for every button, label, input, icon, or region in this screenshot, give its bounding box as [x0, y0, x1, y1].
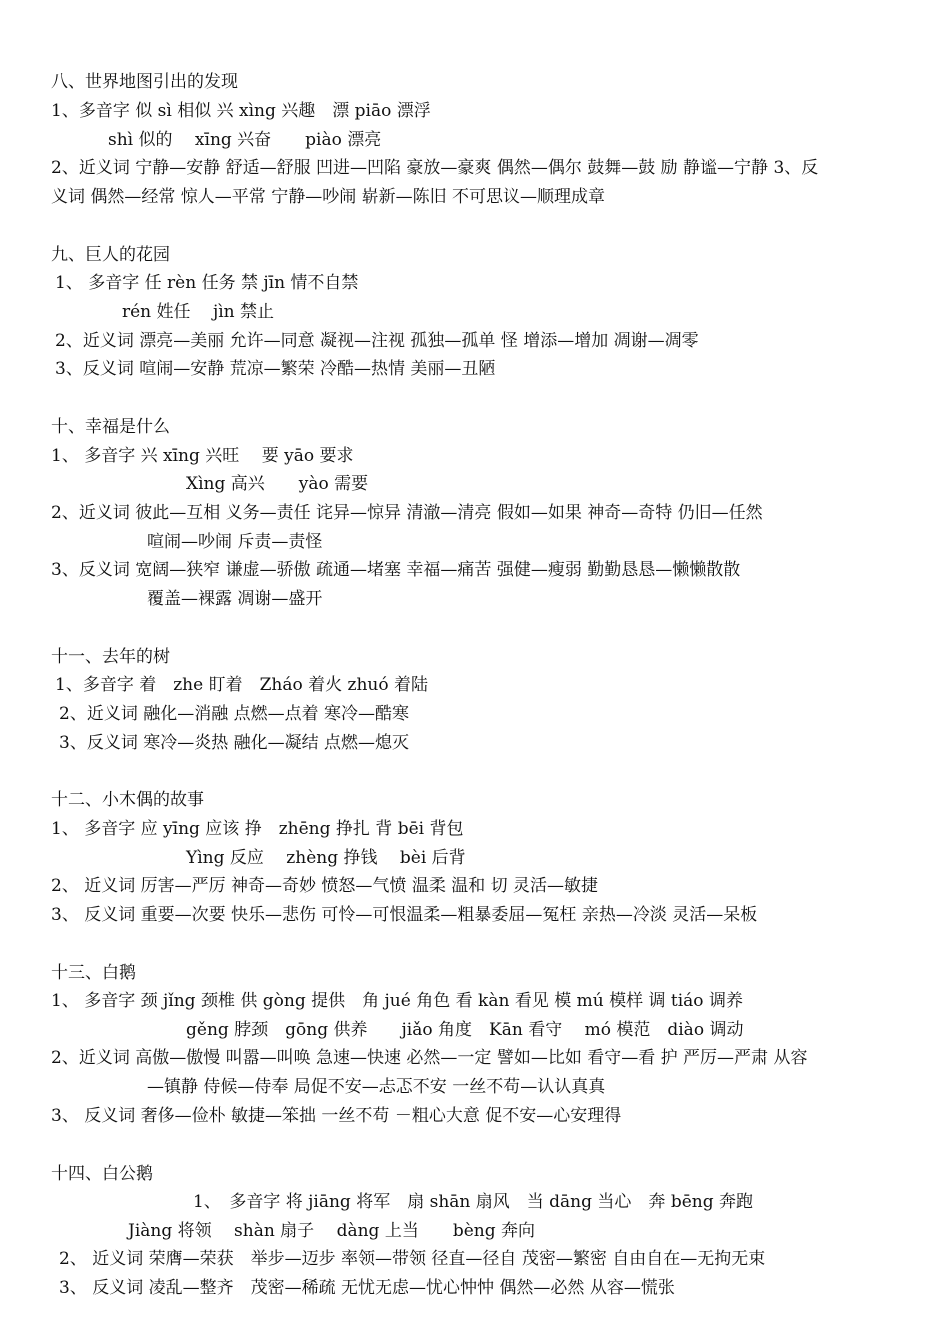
- section-title-13: 十三、白鹅: [51, 963, 136, 983]
- synonym-line: 2、近义词 高傲—傲慢 叫嚣—叫唤 急速—快速 必然—一定 譬如—比如 看守—看 护 严厉—严肃 从容: [51, 1048, 808, 1068]
- polyphone-line: shì 似的 xīng 兴奋 piào 漂亮: [108, 130, 382, 150]
- antonym-line: 3、 反义词 奢侈—俭朴 敏捷—笨拙 一丝不苟 －粗心大意 促不安—心安理得: [51, 1106, 622, 1126]
- section-title-8: 八、世界地图引出的发现: [51, 72, 238, 92]
- antonym-line: 3、反义词 喧闹—安静 荒凉—繁荣 冷酷—热情 美丽—丑陋: [55, 359, 496, 379]
- synonym-line: 2、近义词 宁静—安静 舒适—舒服 凹进—凹陷 豪放—豪爽 偶然—偶尔 鼓舞—鼓 励 静谧—宁静 3、反: [51, 158, 819, 178]
- polyphone-line: gěng 脖颈 gōng 供养 jiǎo 角度 Kān 看守 mó 模范 diào 调动: [186, 1020, 744, 1040]
- antonym-line: 3、 反义词 凌乱—整齐 茂密—稀疏 无忧无虑—忧心忡忡 偶然—必然 从容—慌张: [59, 1278, 675, 1298]
- antonym-line: 3、 反义词 重要—次要 快乐—悲伤 可怜—可恨温柔—粗暴委屈—冤枉 亲热—冷淡 灵活—呆板: [51, 905, 758, 925]
- section-title-12: 十二、小木偶的故事: [51, 790, 204, 810]
- synonym-line: —镇静 侍候—侍奉 局促不安—忐忑不安 一丝不苟—认认真真: [147, 1077, 606, 1097]
- antonym-line: 覆盖—裸露 凋谢—盛开: [147, 589, 323, 609]
- section-title-10: 十、幸福是什么: [51, 417, 170, 437]
- section-title-11: 十一、去年的树: [51, 647, 170, 667]
- polyphone-line: 1、多音字 着 zhe 盯着 Zháo 着火 zhuó 着陆: [55, 675, 429, 695]
- antonym-line: 3、反义词 宽阔—狭窄 谦虚—骄傲 疏通—堵塞 幸福—痛苦 强健—瘦弱 勤勤恳恳—懒懒散散: [51, 560, 741, 580]
- polyphone-line: 1、 多音字 将 jiāng 将军 扇 shān 扇风 当 dāng 当心 奔 bēng 奔跑: [193, 1192, 754, 1212]
- synonym-line: 2、近义词 彼此—互相 义务—责任 诧异—惊异 清澈—清亮 假如—如果 神奇—奇特 仍旧—任然: [51, 503, 763, 523]
- synonym-line: 喧闹—吵闹 斥责—责怪: [147, 532, 323, 552]
- antonym-line: 义词 偶然—经常 惊人—平常 宁静—吵闹 崭新—陈旧 不可思议—顺理成章: [51, 187, 606, 207]
- synonym-line: 2、 近义词 荣膺—荣获 举步—迈步 率领—带领 径直—径自 茂密—繁密 自由自在—无拘无束: [59, 1249, 766, 1269]
- synonym-line: 2、近义词 融化—消融 点燃—点着 寒冷—酷寒: [59, 704, 410, 724]
- synonym-line: 2、近义词 漂亮—美丽 允许—同意 凝视—注视 孤独—孤单 怪 增添—增加 凋谢—凋零: [55, 331, 699, 351]
- polyphone-line: Yìng 反应 zhèng 挣钱 bèi 后背: [186, 848, 466, 868]
- polyphone-line: 1、 多音字 任 rèn 任务 禁 jīn 情不自禁: [55, 273, 359, 293]
- section-title-14: 十四、白公鹅: [51, 1164, 153, 1184]
- section-title-9: 九、巨人的花园: [51, 245, 170, 265]
- synonym-line: 2、 近义词 厉害—严厉 神奇—奇妙 愤怒—气愤 温柔 温和 切 灵活—敏捷: [51, 876, 599, 896]
- polyphone-line: 1、多音字 似 sì 相似 兴 xìng 兴趣 漂 piāo 漂浮: [51, 101, 431, 121]
- polyphone-line: Jiàng 将领 shàn 扇子 dàng 上当 bèng 奔向: [128, 1221, 536, 1241]
- polyphone-line: 1、 多音字 兴 xīng 兴旺 要 yāo 要求: [51, 446, 354, 466]
- antonym-line: 3、反义词 寒冷—炎热 融化—凝结 点燃—熄灭: [59, 733, 410, 753]
- polyphone-line: 1、 多音字 颈 jǐng 颈椎 供 gòng 提供 角 jué 角色 看 kàn 看见 模 mú 模样 调 tiáo 调养: [51, 991, 743, 1011]
- polyphone-line: Xìng 高兴 yào 需要: [186, 474, 369, 494]
- polyphone-line: 1、 多音字 应 yīng 应该 挣 zhēng 挣扎 背 bēi 背包: [51, 819, 464, 839]
- polyphone-line: rén 姓任 jìn 禁止: [122, 302, 275, 322]
